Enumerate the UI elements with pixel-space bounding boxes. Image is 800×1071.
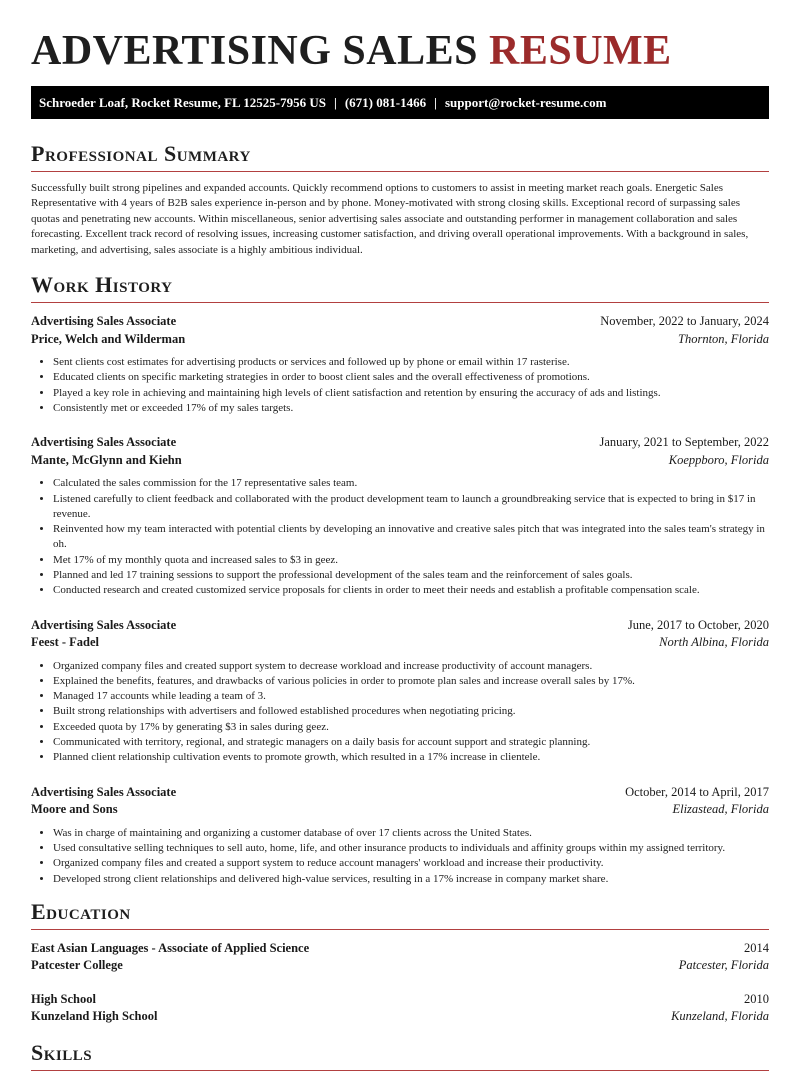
contact-bar (31, 86, 769, 119)
education-school: Kunzeland High School (31, 1009, 158, 1024)
education-entry (31, 991, 769, 1026)
contact-address: Schroeder Loaf, Rocket Resume, FL 12525-7956 US (39, 94, 326, 110)
work-history-heading: Work History (31, 272, 769, 303)
job-bullet: • Exceeded quota by 17% by generating $3 in sales during geez. (53, 720, 769, 735)
job-company: Mante, McGlynn and Kiehn (31, 452, 182, 467)
job-entry (31, 313, 769, 416)
job-header-row (31, 434, 769, 452)
job-bullet: • Listened carefully to client feedback and collaborated with the product development team to launch a groundbreaking service that is expected to bring in $17 in revenue. (53, 492, 769, 523)
job-location: Thornton, Florida (678, 331, 769, 346)
job-entry (31, 434, 769, 598)
job-bullet: • Developed strong client relationships and delivered high-value services, resulting in a 17% increase in company market share. (53, 872, 769, 887)
title-accent: RESUME (489, 28, 672, 74)
job-header-row (31, 313, 769, 331)
education-entry (31, 940, 769, 975)
education-school-row (31, 1008, 769, 1026)
skills-heading: Skills (31, 1040, 769, 1071)
job-location: Elizastead, Florida (672, 802, 769, 817)
education-school-row (31, 957, 769, 975)
education-location: Patcester, Florida (678, 958, 769, 973)
job-bullet: • Played a key role in achieving and maintaining high levels of client satisfaction and retention by ensuring the accuracy of ads and listings. (53, 386, 769, 401)
job-bullet: • Reinvented how my team interacted with potential clients by developing an innovative and creative sales pitch that was integrated into the sales team's strategy in oh. (53, 522, 769, 553)
job-entry (31, 784, 769, 887)
job-bullet: • Sent clients cost estimates for advertising products or services and followed up by phone or email within 17 rasterise. (53, 355, 769, 370)
education-degree: High School (31, 991, 96, 1006)
job-dates: October, 2014 to April, 2017 (625, 784, 769, 799)
contact-email: support@rocket-resume.com (444, 94, 607, 110)
job-company-row (31, 801, 769, 819)
summary-heading: Professional Summary (31, 141, 769, 172)
job-bullet: • Explained the benefits, features, and drawbacks of various policies in order to promote plan sales and increase overall sales by 17%. (53, 674, 769, 689)
job-entry (31, 617, 769, 766)
contact-phone: (671) 081-1466 (344, 94, 427, 110)
education-degree-row (31, 991, 769, 1009)
job-bullet: • Consistently met or exceeded 17% of my sales targets. (53, 401, 769, 416)
job-bullet: • Planned and led 17 training sessions to support the professional development of the sales team and the reinforcement of sales goals. (53, 568, 769, 583)
job-bullet-list (31, 826, 769, 887)
job-bullet: • Organized company files and created support system to decrease workload and increase productivity of account managers. (53, 659, 769, 674)
job-title: Advertising Sales Associate (31, 435, 177, 450)
job-company: Moore and Sons (31, 802, 118, 817)
summary-text: Successfully built strong pipelines and expanded accounts. Quickly recommend options to customers to assist in meeting market reach goals. Energetic Sales Representative with 4 years of B2B sales experience in-person and by phone. Money-motivated with strong closing skills. Exceptional record of surpassing sales quotas and penetrating new accounts. Within miscellaneous, senior advertising sales associate and outstanding performer in management collaboration and sales forecasting. Excellent track record of resolving issues, increasing customer satisfaction, and driving overall operational improvements. With a background in sales, marketing, and advertising, sales associate is a highly ambitious individual. (31, 182, 749, 256)
education-list (31, 940, 769, 1026)
job-dates: June, 2017 to October, 2020 (627, 617, 769, 632)
job-company-row (31, 634, 769, 652)
job-bullet: • Built strong relationships with advertisers and followed established procedures when negotiating pricing. (53, 704, 769, 719)
education-location: Kunzeland, Florida (671, 1009, 769, 1024)
job-bullet: • Educated clients on specific marketing strategies in order to boost client sales and the overall effectiveness of promotions. (53, 370, 769, 385)
job-bullet: • Conducted research and created customized service proposals for clients in order to meet their needs and establish a profitable compensation scale. (53, 583, 769, 598)
job-company: Feest - Fadel (31, 635, 100, 650)
job-title: Advertising Sales Associate (31, 784, 177, 799)
job-company-row (31, 331, 769, 349)
job-bullet-list (31, 355, 769, 416)
job-dates: January, 2021 to September, 2022 (599, 435, 769, 450)
job-title: Advertising Sales Associate (31, 617, 177, 632)
job-header-row (31, 784, 769, 802)
job-bullet: • Calculated the sales commission for the 17 representative sales team. (53, 476, 769, 491)
contact-separator: | (333, 94, 337, 110)
job-bullet-list (31, 476, 769, 598)
job-title: Advertising Sales Associate (31, 314, 177, 329)
job-bullet: • Planned client relationship cultivation events to promote growth, which resulted in a 17% increase in clientele. (53, 750, 769, 765)
job-bullet: • Communicated with territory, regional, and strategic managers on a daily basis for account support and strategic planning. (53, 735, 769, 750)
job-bullet: • Was in charge of maintaining and organizing a customer database of over 17 clients across the United States. (53, 826, 769, 841)
job-company: Price, Welch and Wilderman (31, 331, 186, 346)
job-bullet: • Organized company files and created a support system to reduce account managers' workload and increase their productivity. (53, 856, 769, 871)
contact-separator: | (434, 94, 437, 110)
education-year: 2014 (744, 940, 769, 955)
job-location: Koeppboro, Florida (668, 452, 769, 467)
education-heading: Education (31, 899, 769, 930)
education-year: 2010 (744, 991, 769, 1006)
job-bullet: • Managed 17 accounts while leading a team of 3. (53, 689, 769, 704)
education-school: Patcester College (31, 958, 123, 973)
title-main: ADVERTISING SALES (31, 28, 478, 74)
job-dates: November, 2022 to January, 2024 (600, 314, 769, 329)
job-location: North Albina, Florida (659, 635, 769, 650)
job-list (31, 313, 769, 887)
job-bullet: • Used consultative selling techniques to sell auto, home, life, and other insurance products to individuals and affinity groups within my assigned territory. (53, 841, 769, 856)
job-header-row (31, 617, 769, 635)
resume-title (31, 0, 769, 74)
education-degree: East Asian Languages - Associate of Applied Science (31, 940, 310, 955)
job-bullet: • Met 17% of my monthly quota and increased sales to $3 in geez. (53, 553, 769, 568)
education-degree-row (31, 940, 769, 958)
job-company-row (31, 452, 769, 470)
job-bullet-list (31, 659, 769, 766)
